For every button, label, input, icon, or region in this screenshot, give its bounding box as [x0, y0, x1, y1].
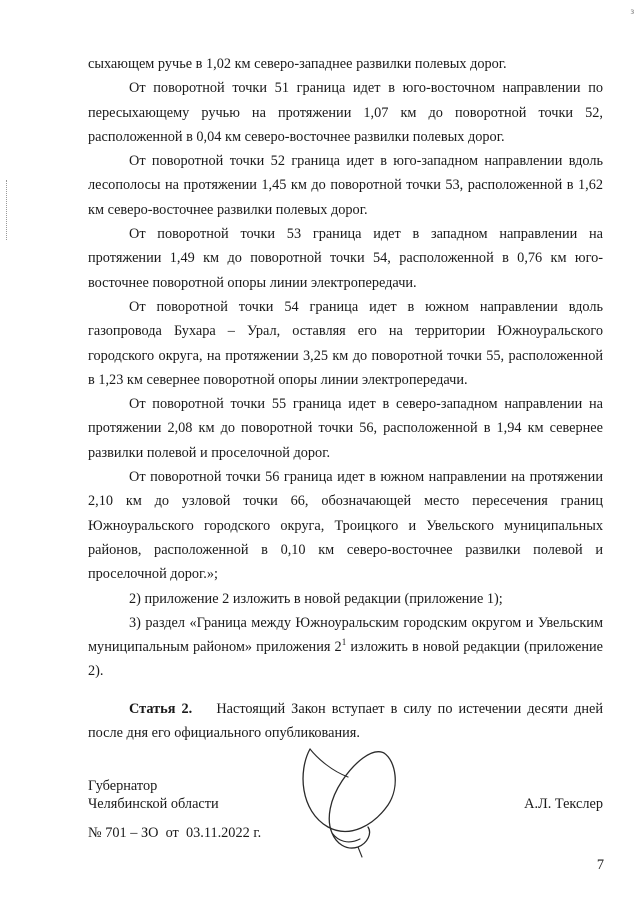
page-number: 7 [596, 857, 604, 873]
item-3-text-after: изложить в новой редакции (приложение 2). [88, 639, 604, 680]
margin-dotted-line [6, 180, 7, 240]
article-label: Статья 2. [129, 700, 193, 717]
body-text [88, 52, 603, 745]
law-number: № 701 – ЗО от 03.11.2022 г. [88, 825, 262, 841]
governor-title-line-2: Челябинской области [88, 796, 219, 812]
handwritten-signature [288, 741, 418, 861]
item-3-superscript: 1 [341, 637, 347, 648]
item-3-text-before: 3) раздел «Граница между Южноуральским городским округом и Увельским муниципальным районом» приложения 2 [88, 614, 603, 656]
paragraph-point-53: От поворотной точки 53 граница идет в западном направлении на протяжении 1,49 км до поворотной точки 54, расположенной в 0,76 км юго-восточнее поворотной опоры линии электропередачи. [88, 226, 603, 291]
paragraph-continuation: сыхающем ручье в 1,02 км северо-западнее развилки полевых дорог. [88, 56, 507, 72]
paragraph-point-52: От поворотной точки 52 граница идет в юго-западном направлении вдоль лесополосы на протяжении 1,45 км до поворотной точки 53, расположенной в 1,62 км северо-восточнее развилки полевых дорог. [88, 153, 603, 218]
governor-title [88, 777, 219, 813]
article-text: Настоящий Закон вступает в силу по истечении десяти дней после дня его официального опубликования. [88, 700, 603, 742]
article-2 [88, 697, 603, 746]
paragraph-item-3 [88, 611, 603, 684]
governor-name: А.Л. Текслер [524, 796, 603, 812]
governor-title-line-1: Губернатор [88, 778, 158, 794]
paragraph-point-55: От поворотной точки 55 граница идет в северо-западном направлении на протяжении 2,08 км до поворотной точки 56, расположенной в 1,94 км севернее развилки полевой и проселочной дорог. [88, 396, 603, 461]
paragraph-point-51: От поворотной точки 51 граница идет в юго-восточном направлении по пересыхающему ручью на протяжении 1,07 км до поворотной точки 52, расположенной в 0,04 км северо-восточнее развилки полевых дорог. [88, 80, 603, 145]
paragraph-item-2: 2) приложение 2 изложить в новой редакции (приложение 1); [129, 590, 503, 607]
paragraph-point-54: От поворотной точки 54 граница идет в южном направлении вдоль газопровода Бухара – Урал, оставляя его на территории Южноуральского городского округа, на протяжении 3,25 км до поворотной точки 55, расположенной в 1,23 км севернее поворотной опоры линии электропередачи. [88, 298, 603, 388]
paragraph-point-56: От поворотной точки 56 граница идет в южном направлении на протяжении 2,10 км до узловой точки 66, обозначающей место пересечения границ Южноуральского городского округа, Троицкого и Увельского муниципальных районов, расположенной в 0,10 км северо-восточнее развилки полевой и проселочной дорог.»; [88, 469, 603, 583]
corner-mark: з [630, 6, 634, 16]
